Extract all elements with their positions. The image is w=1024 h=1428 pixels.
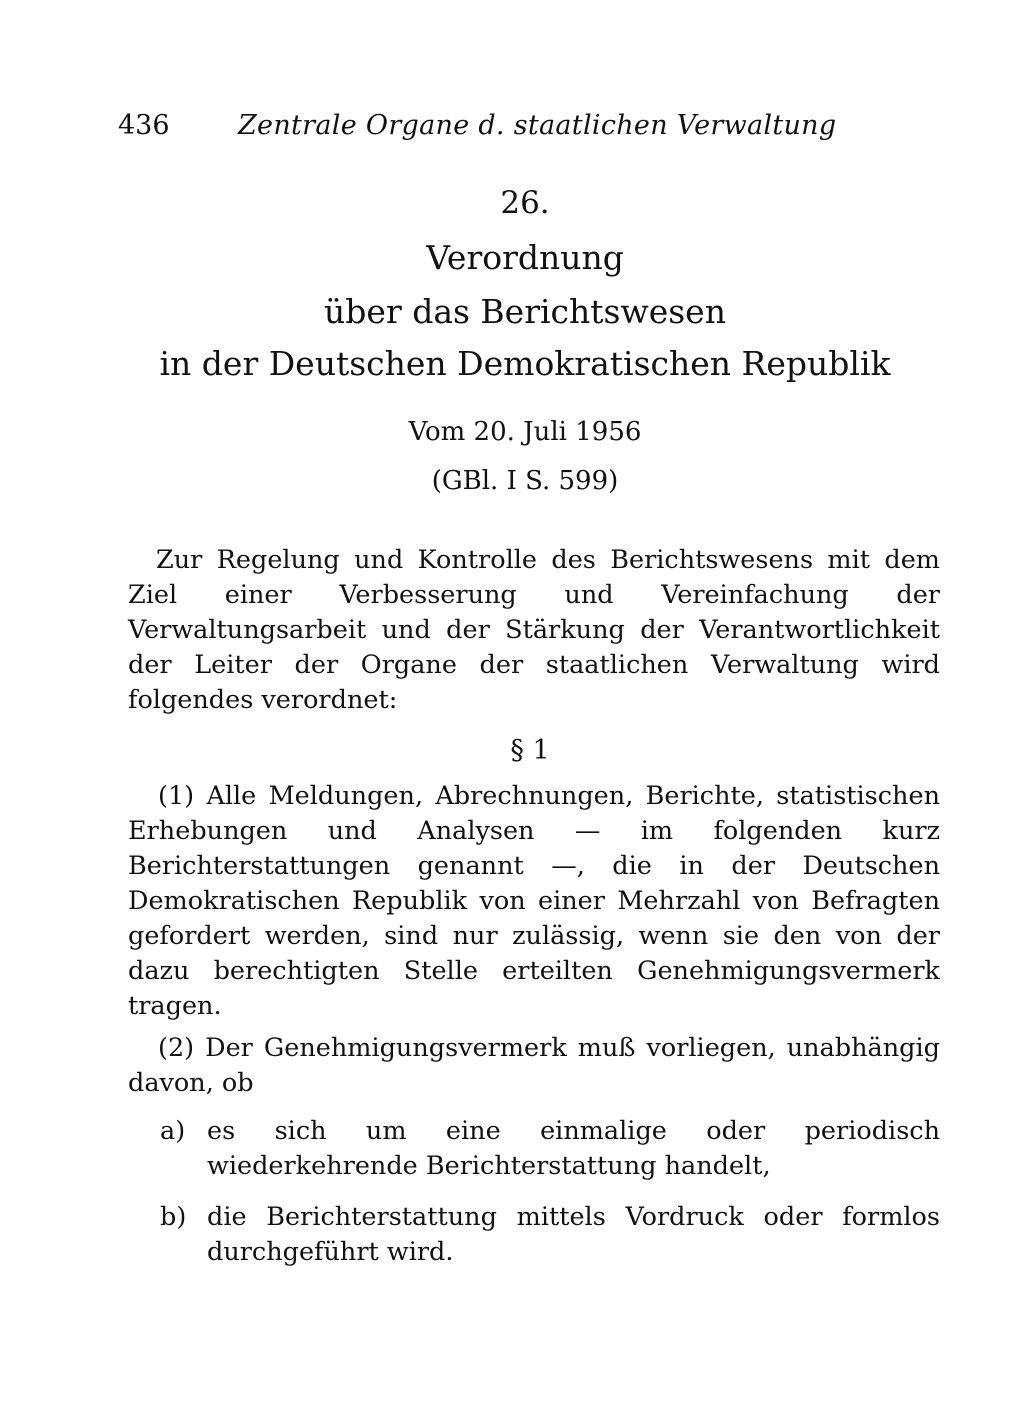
list-item-marker: b) (160, 1202, 187, 1232)
document-citation: (GBl. I S. 599) (431, 466, 619, 496)
section-paragraph-2: (2) Der Genehmigungsvermerk muß vorliegen, unabhängig davon, ob (128, 1033, 940, 1098)
section-header: Zentrale Organe d. staatlichen Verwaltung (238, 110, 837, 141)
document-number: 26. (500, 185, 550, 221)
document-date: Vom 20. Juli 1956 (408, 417, 642, 447)
document-title-line-2: über das Berichtswesen (324, 292, 726, 331)
list-item (160, 1114, 940, 1184)
section-paragraph-1: (1) Alle Meldungen, Abrechnungen, Berichte, statistischen Erhebungen und Analysen — im folgenden kurz Berichterstattungen genannt —, die in der Deutschen Demokratischen Republik von einer Mehrzahl von Befragten gefordert werden, sind nur zulässig, wenn sie den von der dazu berechtigten Stelle erteilten Genehmigungsvermerk tragen. (128, 781, 940, 1021)
list-item-text: die Berichterstattung mittels Vordruck oder formlos durchgeführt wird. (207, 1202, 940, 1267)
document-title-line-3: in der Deutschen Demokratischen Republik (159, 344, 891, 383)
list-item-marker: a) (160, 1116, 186, 1146)
document-title-line-1: Verordnung (426, 238, 624, 277)
list-item-text: es sich um eine einmalige oder periodisch wiederkehrende Berichterstattung handelt, (207, 1116, 940, 1181)
preamble-paragraph: Zur Regelung und Kontrolle des Berichtswesens mit dem Ziel einer Verbesserung und Vereinfachung der Verwaltungsarbeit und der Stärkung der Verantwortlichkeit der Leiter der Organe der staatlichen Verwaltung wird folgendes verordnet: (128, 545, 940, 715)
list-item (160, 1200, 940, 1270)
section-heading: § 1 (510, 735, 550, 766)
page-number: 436 (118, 110, 170, 141)
